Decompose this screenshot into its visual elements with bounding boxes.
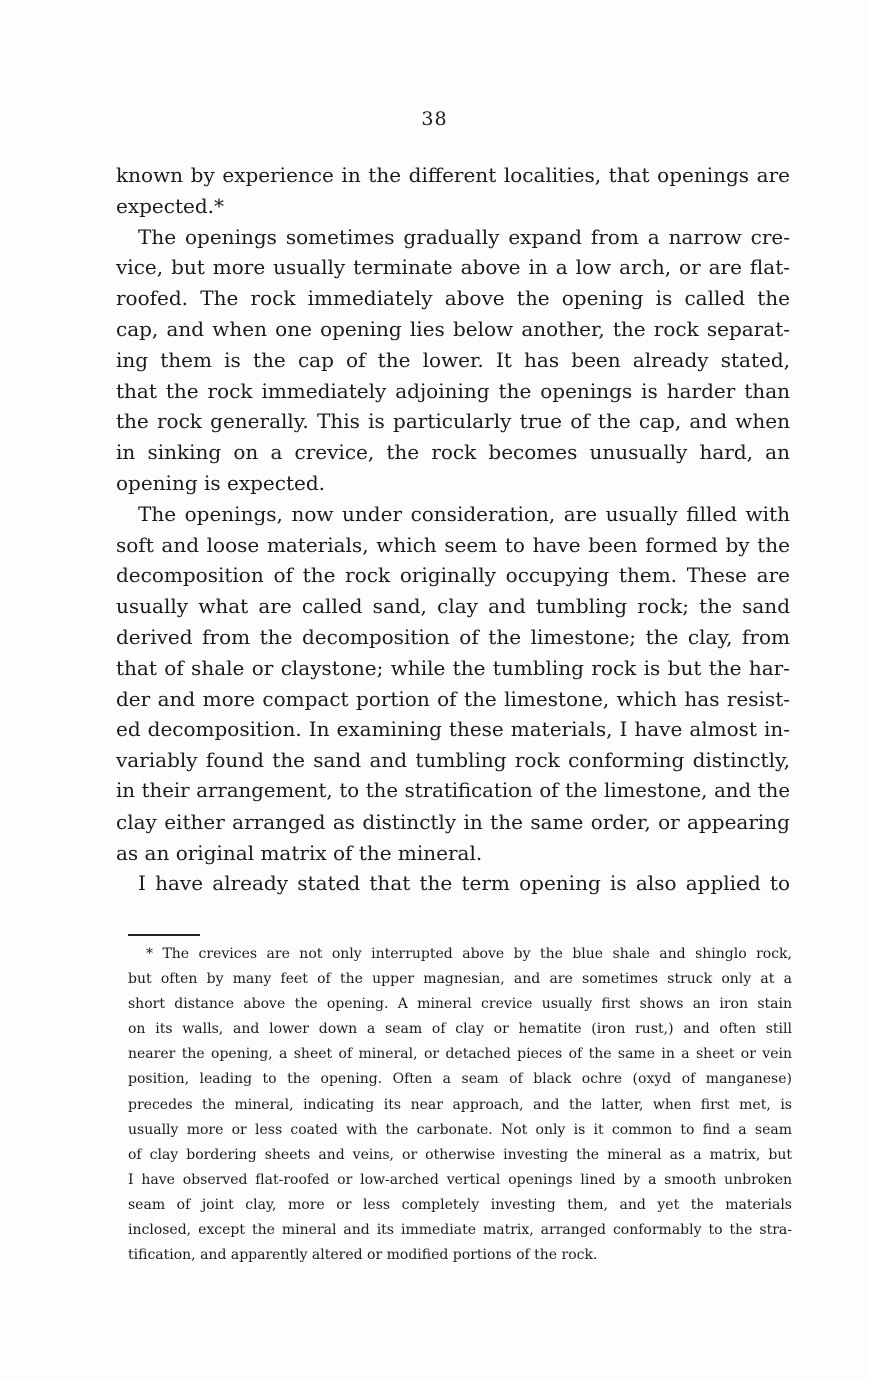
body-line: roofed. The rock immediately above the opening is called the — [116, 286, 790, 311]
body-line: in sinking on a crevice, the rock becomes unusually hard, an — [116, 440, 790, 465]
body-line: the rock generally. This is particularly true of the cap, and when — [116, 409, 790, 434]
body-line: decomposition of the rock originally occupying them. These are — [116, 563, 790, 588]
body-line: expected.* — [116, 193, 224, 218]
page-number: 38 — [421, 108, 448, 130]
body-line: opening is expected. — [116, 470, 326, 495]
footnote-line: seam of joint clay, more or less completely investing them, and yet the materials — [128, 1196, 792, 1213]
footnote-line: but often by many feet of the upper magnesian, and are sometimes struck only at a — [128, 971, 792, 988]
body-line: ed decomposition. In examining these materials, I have almost in- — [116, 717, 790, 742]
footnote-line: short distance above the opening. A mineral crevice usually first shows an iron stain — [128, 996, 792, 1013]
body-line: that the rock immediately adjoining the openings is harder than — [116, 378, 790, 403]
footnote — [128, 942, 792, 1268]
footnote-line: on its walls, and lower down a seam of clay or hematite (iron rust,) and often still — [128, 1021, 792, 1038]
body-text — [116, 160, 790, 899]
footnote-line: nearer the opening, a sheet of mineral, or detached pieces of the same in a sheet or vein — [128, 1046, 792, 1063]
footnote-rule — [128, 934, 200, 936]
body-line: variably found the sand and tumbling rock conforming distinctly, — [116, 748, 790, 773]
body-line: clay either arranged as distinctly in the same order, or appearing — [116, 809, 790, 834]
body-line: ing them is the cap of the lower. It has been already stated, — [116, 347, 790, 372]
footnote-line: I have observed flat-roofed or low-arched vertical openings lined by a smooth unbroken — [128, 1171, 792, 1188]
body-line: The openings sometimes gradually expand from a narrow cre- — [138, 224, 790, 249]
body-line: derived from the decomposition of the limestone; the clay, from — [116, 624, 790, 649]
body-line: The openings, now under consideration, are usually filled with — [138, 501, 790, 526]
body-line: known by experience in the different localities, that openings are — [116, 163, 790, 187]
body-line: vice, but more usually terminate above in a low arch, or are flat- — [116, 255, 790, 280]
body-line: as an original matrix of the mineral. — [116, 840, 483, 865]
footnote-line: inclosed, except the mineral and its immediate matrix, arranged conformably to the stra- — [128, 1222, 792, 1239]
footnote-line: of clay bordering sheets and veins, or otherwise investing the mineral as a matrix, but — [128, 1146, 792, 1163]
footnote-line: usually more or less coated with the carbonate. Not only is it common to find a seam — [128, 1121, 792, 1138]
body-line: cap, and when one opening lies below another, the rock separat- — [116, 316, 790, 341]
body-line: soft and loose materials, which seem to have been formed by the — [116, 532, 790, 557]
footnote-line: * The crevices are not only interrupted above by the blue shale and shinglo rock, — [146, 946, 792, 962]
footnote-line: position, leading to the opening. Often a seam of black ochre (oxyd of manganese) — [128, 1071, 792, 1088]
footnote-line: tification, and apparently altered or modified portions of the rock. — [128, 1247, 598, 1264]
body-line: in their arrangement, to the stratification of the limestone, and the — [116, 778, 790, 802]
body-line: that of shale or claystone; while the tumbling rock is but the har- — [116, 655, 790, 680]
body-line: usually what are called sand, clay and tumbling rock; the sand — [116, 594, 790, 619]
body-line: der and more compact portion of the limestone, which has resist- — [116, 686, 790, 711]
body-line: I have already stated that the term opening is also applied to — [138, 871, 790, 896]
footnote-line: precedes the mineral, indicating its near approach, and the latter, when first met, is — [128, 1096, 792, 1113]
